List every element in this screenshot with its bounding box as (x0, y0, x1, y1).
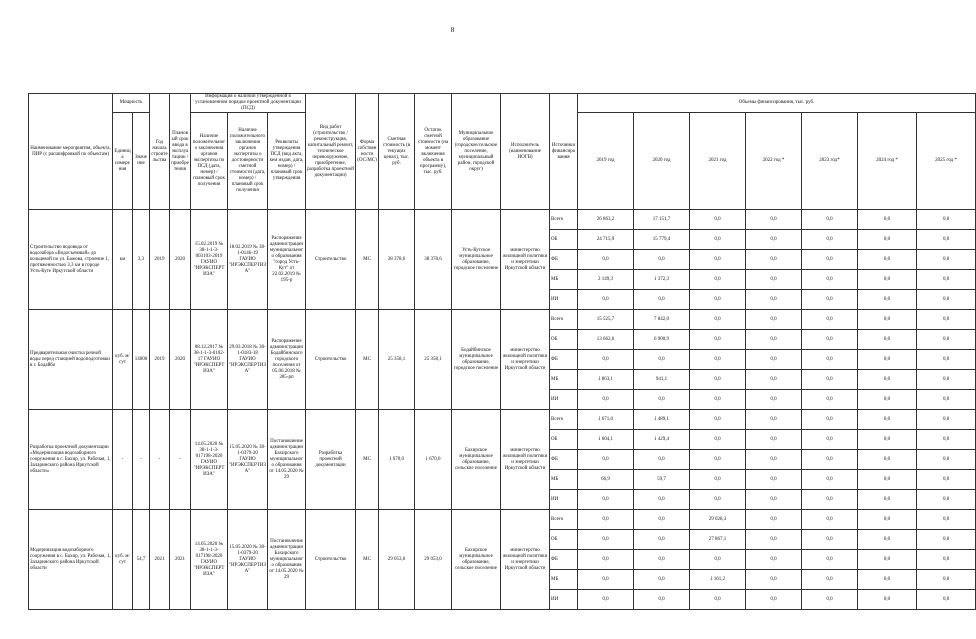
funding-amount: 0,0 (802, 350, 858, 370)
funding-amount: 0,0 (746, 550, 802, 570)
object-name: Разработка проектной документации «Модернизация водозаборного сооружения в с. Бахир, ул. Рабочая, 1, Заларинского района Иркутской области» (29, 410, 113, 510)
funding-amount: 0,0 (802, 310, 858, 330)
funding-amount: 1 489,1 (634, 410, 690, 430)
funding-source: ОБ (550, 530, 578, 550)
funding-amount: 0,0 (858, 590, 917, 610)
funding-amount: 0,0 (802, 390, 858, 410)
object-plan-year: 2020 (170, 210, 191, 310)
funding-amount: 0,0 (634, 550, 690, 570)
funding-amount: 0,0 (802, 570, 858, 590)
funding-amount: 0,0 (746, 450, 802, 470)
funding-amount: 0,0 (746, 230, 802, 250)
object-start-year: 2019 (150, 210, 170, 310)
funding-source: ИИ (550, 290, 578, 310)
funding-amount: 0,0 (917, 490, 976, 510)
funding-amount: 1 429,4 (634, 430, 690, 450)
funding-amount: 0,0 (858, 290, 917, 310)
header-ownership: Форма собственности (ОС/МС) (356, 94, 379, 210)
funding-amount: 0,0 (917, 370, 976, 390)
object-reliability-conclusion: 15.05.2020 № 38-1-0379-20 ГАУИО "ИРЭКСПЕРТИЗА" (228, 410, 268, 510)
object-plan-year: - (170, 410, 191, 510)
funding-amount: 0,0 (578, 350, 634, 370)
funding-amount: 0,0 (690, 290, 746, 310)
funding-amount: 0,0 (802, 490, 858, 510)
funding-amount: 0,0 (578, 590, 634, 610)
header-sources: Источники финансирования (550, 94, 578, 210)
funding-amount: 0,0 (690, 390, 746, 410)
object-approval: Постановление администрации Бахирского муниципального образования от 14.05.2020 № 29 (268, 510, 306, 610)
funding-amount: 0,0 (634, 250, 690, 270)
funding-amount: 0,0 (858, 370, 917, 390)
funding-amount: 0,0 (802, 230, 858, 250)
funding-amount: 0,0 (578, 390, 634, 410)
funding-amount: 0,0 (917, 270, 976, 290)
funding-source: ФБ (550, 350, 578, 370)
object-municipality: Бахирское муниципальное образование, сельское поселение (452, 410, 501, 510)
header-approval: Реквизиты утверждения ПСД (вид акта, кем издан, дата, номер) / плановый срок утверждения (268, 113, 306, 210)
header-remaining: Остаток сметной стоимости (на момент включения объекта в программу), тыс. руб. (415, 94, 452, 210)
object-start-year: 2021 (150, 510, 170, 610)
funding-amount: 0,0 (917, 450, 976, 470)
funding-amount: 0,0 (746, 350, 802, 370)
funding-amount: 0,0 (634, 590, 690, 610)
funding-amount: 0,0 (578, 550, 634, 570)
funding-source: ФБ (550, 250, 578, 270)
object-positive-conclusion: 14.05.2020 № 38-1-1-3-017198-2020 ГАУИО "ИРЭКСПЕРТИЗА" (191, 410, 228, 510)
funding-amount: 0,0 (917, 570, 976, 590)
funding-source: МБ (550, 370, 578, 390)
funding-amount: 0,0 (746, 470, 802, 490)
funding-amount: 66,9 (578, 470, 634, 490)
funding-amount: 0,0 (690, 470, 746, 490)
funding-amount: 0,0 (917, 310, 976, 330)
object-value: 14000 (133, 310, 150, 410)
object-ownership: МС (356, 510, 379, 610)
funding-amount: 0,0 (746, 310, 802, 330)
funding-amount: 0,0 (917, 330, 976, 350)
funding-amount: 26 863,2 (578, 210, 634, 230)
object-remaining: 29 053,0 (415, 510, 452, 610)
table-row (29, 210, 976, 230)
funding-amount: 0,0 (917, 350, 976, 370)
funding-source: ФБ (550, 450, 578, 470)
header-year-2021: 2021 год (690, 113, 746, 210)
funding-amount: 0,0 (746, 590, 802, 610)
funding-amount: 0,0 (634, 390, 690, 410)
object-executor: министерство жилищной политики и энергетики Иркутской области (501, 310, 550, 410)
header-executor: Исполнитель (наименование ИОГВ) (501, 94, 550, 210)
funding-amount: 0,0 (578, 290, 634, 310)
object-remaining: 25 358,1 (415, 310, 452, 410)
object-municipality: Бодайбинское муниципальное образование, городское поселение (452, 310, 501, 410)
funding-amount: 0,0 (917, 590, 976, 610)
funding-amount: 24 715,9 (578, 230, 634, 250)
funding-amount: 15 525,7 (578, 310, 634, 330)
funding-amount: 0,0 (917, 390, 976, 410)
header-value: Значение (133, 113, 150, 210)
funding-amount: 0,0 (634, 570, 690, 590)
funding-amount: 0,0 (746, 530, 802, 550)
header-unit: Единица измерения (113, 113, 133, 210)
header-year-2019: 2019 год (578, 113, 634, 210)
funding-amount: 1 372,3 (634, 270, 690, 290)
header-plan-year: Плановый срок ввода в эксплуатацию / приобретения (170, 94, 191, 210)
funding-amount: 0,0 (858, 310, 917, 330)
funding-amount: 0,0 (690, 550, 746, 570)
funding-amount: 0,0 (802, 550, 858, 570)
funding-source: ОБ (550, 430, 578, 450)
funding-amount: 0,0 (858, 270, 917, 290)
funding-amount: 0,0 (917, 530, 976, 550)
funding-amount: 0,0 (858, 350, 917, 370)
header-capacity: Мощность (113, 94, 150, 113)
funding-amount: 0,0 (578, 490, 634, 510)
funding-amount: 0,0 (802, 410, 858, 430)
funding-amount: 0,0 (802, 330, 858, 350)
object-estimate: 29 053,0 (379, 510, 415, 610)
funding-amount: 0,0 (746, 270, 802, 290)
funding-source: Всего (550, 210, 578, 230)
funding-amount: 0,0 (858, 430, 917, 450)
program-table (28, 93, 976, 610)
object-plan-year: 2021 (170, 510, 191, 610)
object-positive-conclusion: 08.12.2017 № 38-1-1-3-0102-17 ГАУИО "ИРЭКСПЕРТИЗА" (191, 310, 228, 410)
funding-amount: 0,0 (690, 310, 746, 330)
funding-amount: 0,0 (858, 470, 917, 490)
object-positive-conclusion: 15.02.2019 № 38-1-1-3-003103-2019 ГАУИО "ИРЭКСПЕРТИЗА" (191, 210, 228, 310)
funding-amount: 13 662,6 (578, 330, 634, 350)
funding-amount: 0,0 (690, 590, 746, 610)
object-executor: министерство жилищной политики и энергетики Иркутской области (501, 410, 550, 510)
funding-amount: 0,0 (858, 250, 917, 270)
table-row (29, 310, 976, 330)
object-unit: куб. м/сут (113, 310, 133, 410)
funding-amount: 0,0 (802, 270, 858, 290)
funding-amount: 0,0 (746, 330, 802, 350)
funding-amount: 0,0 (858, 530, 917, 550)
funding-amount: 0,0 (802, 210, 858, 230)
funding-amount: 0,0 (634, 530, 690, 550)
funding-amount: 0,0 (858, 450, 917, 470)
header-financing: Объемы финансирования, тыс. руб. (578, 94, 976, 113)
object-reliability-conclusion: 15.05.2020 № 38-1-0379-20 ГАУИО "ИРЭКСПЕРТИЗА" (228, 510, 268, 610)
funding-amount: 0,0 (802, 370, 858, 390)
funding-amount: 1 161,2 (690, 570, 746, 590)
object-name: Строительство водовода от водозабора «Водосъемный» до кольцевой по ул. Бажова, строение 1, протяженностью 3,3 км в городе Усть-Куте Иркутской области (29, 210, 113, 310)
object-reliability-conclusion: 29.03.2018 № 38-1-0183-18 ГАУИО "ИРЭКСПЕРТИЗА" (228, 310, 268, 410)
funding-source: Всего (550, 410, 578, 430)
object-name: Предварительная очистка речной воды перед станцией водоподготовки в г. Бодайбо (29, 310, 113, 410)
funding-amount: 0,0 (802, 430, 858, 450)
header-reliability: Наличие положительного заключения органов экспертизы о достоверности сметной стоимости (дата, номер) / плановый срок получения (228, 113, 268, 210)
funding-amount: 0,0 (802, 510, 858, 530)
object-remaining: 38 378,6 (415, 210, 452, 310)
object-estimate: 1 670,0 (379, 410, 415, 510)
funding-amount: 1 863,1 (578, 370, 634, 390)
object-value: 3,3 (133, 210, 150, 310)
funding-amount: 0,0 (746, 390, 802, 410)
funding-amount: 0,0 (802, 290, 858, 310)
funding-amount: 0,0 (634, 510, 690, 530)
object-remaining: 1 670,0 (415, 410, 452, 510)
table-body (29, 210, 976, 610)
funding-amount: 0,0 (746, 490, 802, 510)
funding-amount: 7 842,0 (634, 310, 690, 330)
funding-amount: 0,0 (858, 510, 917, 530)
funding-amount: 2 149,3 (578, 270, 634, 290)
funding-amount: 1 604,1 (578, 430, 634, 450)
header-year-2024: 2024 год * (858, 113, 917, 210)
funding-amount: 0,0 (578, 250, 634, 270)
funding-amount: 0,0 (578, 530, 634, 550)
object-plan-year: 2020 (170, 310, 191, 410)
object-unit: куб. м/сут (113, 510, 133, 610)
funding-amount: 0,0 (917, 470, 976, 490)
object-unit: - (113, 410, 133, 510)
object-name: Модернизация водозаборного сооружения в с. Бахир, ул. Рабочая, 1, Заларинского района Иркутской области (29, 510, 113, 610)
header-estimate: Сметная стоимость (в текущих ценах), тыс. руб. (379, 94, 415, 210)
funding-amount: 0,0 (690, 250, 746, 270)
funding-amount: 1 671,0 (578, 410, 634, 430)
funding-amount: 0,0 (858, 570, 917, 590)
funding-amount: 0,0 (917, 230, 976, 250)
funding-amount: 0,0 (690, 450, 746, 470)
object-work-type: Строительство (306, 310, 356, 410)
funding-amount: 0,0 (917, 210, 976, 230)
funding-amount: 0,0 (746, 430, 802, 450)
table-row (29, 510, 976, 530)
funding-amount: 0,0 (578, 510, 634, 530)
funding-amount: 0,0 (858, 410, 917, 430)
header-psd-info: Информация о наличии утвержденной в установленном порядке проектной документации (ПСД) (191, 94, 306, 113)
object-positive-conclusion: 14.05.2020 № 38-1-1-3-017198-2020 ГАУИО "ИРЭКСПЕРТИЗА" (191, 510, 228, 610)
object-estimate: 25 358,1 (379, 310, 415, 410)
object-reliability-conclusion: 18.02.2019 № 38-1-0146-19 ГАУИО "ИРЭКСПЕРТИЗА" (228, 210, 268, 310)
object-ownership: МС (356, 410, 379, 510)
object-start-year: - (150, 410, 170, 510)
funding-source: ИИ (550, 390, 578, 410)
header-work-type: Вид работ (строительство / реконструкция, капитальный ремонт, техническое перевооружение, приобретение, разработка проектной документации) (306, 94, 356, 210)
header-name: Наименование мероприятия, объекта, ПИР (с расшифровкой по объектам) (29, 94, 113, 210)
funding-amount: 0,0 (634, 450, 690, 470)
funding-source: ОБ (550, 330, 578, 350)
funding-source: ИИ (550, 490, 578, 510)
object-value: - (133, 410, 150, 510)
funding-amount: 0,0 (746, 410, 802, 430)
object-ownership: МС (356, 310, 379, 410)
funding-amount: 0,0 (634, 350, 690, 370)
header-positive: Наличие положительного заключения органов экспертизы по ПСД (дата, номер) / плановый срок получения (191, 113, 228, 210)
funding-amount: 0,0 (858, 210, 917, 230)
funding-amount: 0,0 (802, 450, 858, 470)
funding-source: ФБ (550, 550, 578, 570)
funding-amount: 0,0 (858, 550, 917, 570)
funding-amount: 0,0 (690, 270, 746, 290)
funding-amount: 29 028,3 (690, 510, 746, 530)
object-value: 54,7 (133, 510, 150, 610)
funding-source: МБ (550, 270, 578, 290)
funding-source: ИИ (550, 590, 578, 610)
funding-amount: 0,0 (917, 290, 976, 310)
funding-amount: 0,0 (690, 430, 746, 450)
object-municipality: Бахирское муниципальное образование, сельское поселение (452, 510, 501, 610)
funding-amount: 59,7 (634, 470, 690, 490)
header-start-year: Год начала строительства (150, 94, 170, 210)
header-year-2020: 2020 год (634, 113, 690, 210)
funding-amount: 0,0 (802, 250, 858, 270)
funding-amount: 0,0 (634, 290, 690, 310)
funding-amount: 6 900,9 (634, 330, 690, 350)
funding-amount: 0,0 (802, 470, 858, 490)
funding-amount: 0,0 (858, 490, 917, 510)
funding-amount: 0,0 (802, 530, 858, 550)
object-ownership: МС (356, 210, 379, 310)
funding-amount: 0,0 (746, 510, 802, 530)
object-executor: министерство жилищной политики и энергетики Иркутской области (501, 510, 550, 610)
table-row (29, 410, 976, 430)
funding-source: МБ (550, 470, 578, 490)
funding-amount: 0,0 (690, 330, 746, 350)
funding-amount: 0,0 (746, 290, 802, 310)
funding-amount: 0,0 (746, 370, 802, 390)
header-municipality: Муниципальное образование (городское/сельское поселение, муниципальный район, городской округ) (452, 94, 501, 210)
object-approval: Распоряжение администрации Бодайбинского городского поселения от 05.06.2018 № 285-рп (268, 310, 306, 410)
page-number: 8 (450, 26, 455, 34)
funding-amount: 0,0 (690, 490, 746, 510)
funding-amount: 0,0 (917, 250, 976, 270)
funding-amount: 941,1 (634, 370, 690, 390)
object-start-year: 2019 (150, 310, 170, 410)
funding-amount: 0,0 (690, 370, 746, 390)
funding-source: Всего (550, 510, 578, 530)
funding-amount: 0,0 (858, 390, 917, 410)
funding-amount: 0,0 (578, 570, 634, 590)
funding-source: МБ (550, 570, 578, 590)
funding-amount: 0,0 (746, 570, 802, 590)
object-municipality: Усть-Кутское муниципальное образование, городское поселение (452, 210, 501, 310)
object-estimate: 38 378,6 (379, 210, 415, 310)
funding-amount: 0,0 (690, 410, 746, 430)
funding-amount: 0,0 (917, 550, 976, 570)
funding-amount: 0,0 (858, 330, 917, 350)
funding-source: Всего (550, 310, 578, 330)
funding-amount: 15 779,4 (634, 230, 690, 250)
funding-amount: 17 151,7 (634, 210, 690, 230)
header-year-2025: 2025 год * (917, 113, 976, 210)
funding-amount: 0,0 (690, 350, 746, 370)
object-work-type: Строительство (306, 510, 356, 610)
funding-amount: 0,0 (634, 490, 690, 510)
funding-amount: 0,0 (917, 430, 976, 450)
object-approval: Постановление администрации Бахирского муниципального образования от 14.05.2020 № 29 (268, 410, 306, 510)
funding-amount: 0,0 (746, 210, 802, 230)
funding-amount: 0,0 (917, 510, 976, 530)
funding-amount: 0,0 (690, 210, 746, 230)
header-year-2023: 2023 год* (802, 113, 858, 210)
object-work-type: Строительство (306, 210, 356, 310)
funding-source: ОБ (550, 230, 578, 250)
funding-amount: 0,0 (578, 450, 634, 470)
object-executor: министерство жилищной политики и энергетики Иркутской области (501, 210, 550, 310)
funding-amount: 0,0 (690, 230, 746, 250)
funding-amount: 27 867,1 (690, 530, 746, 550)
header-year-2022: 2022 год * (746, 113, 802, 210)
funding-amount: 0,0 (858, 230, 917, 250)
funding-amount: 0,0 (746, 250, 802, 270)
object-work-type: Разработка проектной документации (306, 410, 356, 510)
funding-amount: 0,0 (917, 410, 976, 430)
funding-amount: 0,0 (802, 590, 858, 610)
object-approval: Распоряжение администрации муниципального образования "город Усть-Кут" от 22.02.2019 № 195-р (268, 210, 306, 310)
object-unit: км (113, 210, 133, 310)
